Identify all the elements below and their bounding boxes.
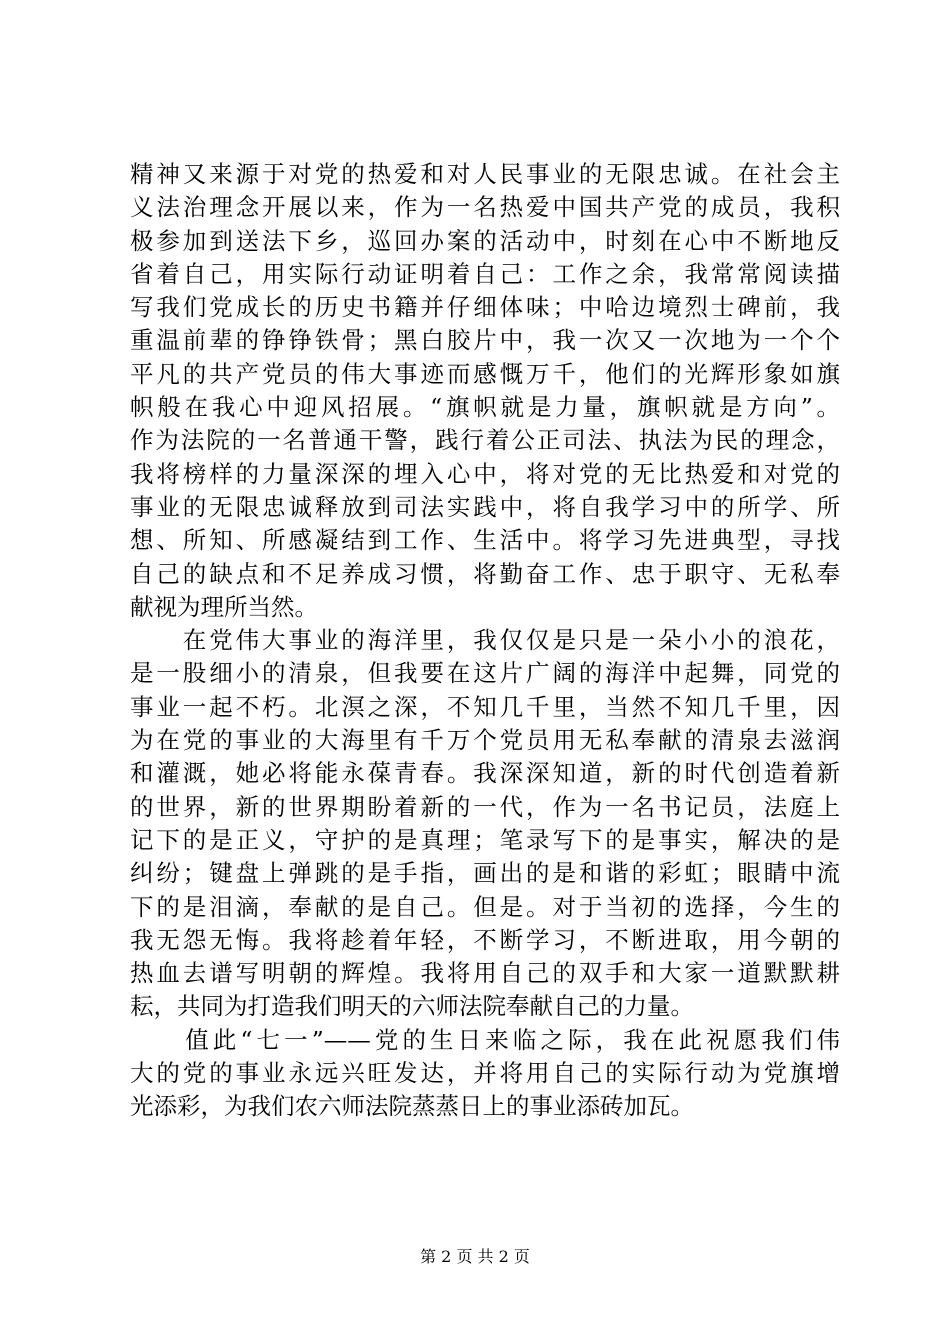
text-line: 的世界，新的世界期盼着新的一代，作为一名书记员，法庭上	[130, 792, 840, 821]
text-line: 极参加到送法下乡，巡回办案的活动中，时刻在心中不断地反	[130, 226, 840, 255]
text-line: 和灌溉，她必将能永葆青春。我深深知道，新的时代创造着新	[130, 759, 840, 788]
text-line: 精神又来源于对党的热爱和对人民事业的无限忠诚。在社会主	[130, 160, 840, 188]
text-line: 写我们党成长的历史书籍并仔细体味；中哈边境烈士碑前，我	[130, 293, 840, 322]
text-line: 平凡的共产党员的伟大事迹而感慨万千，他们的光辉形象如旗	[130, 359, 840, 388]
text-line: 事业一起不朽。北溟之深，不知几千里，当然不知几千里，因	[130, 692, 840, 721]
text-line: 记下的是正义，守护的是真理；笔录写下的是事实，解决的是	[130, 825, 840, 854]
text-line: 省着自己，用实际行动证明着自己：工作之余，我常常阅读描	[130, 259, 840, 288]
page-number-footer: 第 2 页 共 2 页	[420, 1247, 530, 1266]
text-line: 义法治理念开展以来，作为一名热爱中国共产党的成员，我积	[130, 193, 840, 222]
text-line: 作为法院的一名普通干警，践行着公正司法、执法为民的理念，	[130, 426, 840, 455]
text-line: 大的党的事业永远兴旺发达，并将用自己的实际行动为党旗增	[130, 1059, 840, 1088]
text-line: 值此“七一”——党的生日来临之际，我在此祝愿我们伟	[130, 1025, 840, 1054]
text-line: 帜般在我心中迎风招展。“旗帜就是力量，旗帜就是方向”。	[130, 393, 840, 422]
text-line: 重温前辈的铮铮铁骨；黑白胶片中，我一次又一次地为一个个	[130, 326, 840, 355]
text-line: 热血去谱写明朝的辉煌。我将用自己的双手和大家一道默默耕	[130, 959, 840, 988]
text-line: 耘，共同为打造我们明天的六师法院奉献自己的力量。	[130, 992, 694, 1021]
text-line: 下的是泪滴，奉献的是自己。但是。对于当初的选择，今生的	[130, 892, 840, 921]
text-line: 是一股细小的清泉，但我要在这片广阔的海洋中起舞，同党的	[130, 659, 840, 688]
text-line: 纠纷；键盘上弹跳的是手指，画出的是和谐的彩虹；眼睛中流	[130, 859, 840, 888]
text-line: 在党伟大事业的海洋里，我仅仅是只是一朵小小的浪花，	[130, 626, 840, 655]
text-line: 我无怨无悔。我将趁着年轻，不断学习，不断进取，用今朝的	[130, 925, 840, 954]
text-line: 想、所知、所感凝结到工作、生活中。将学习先进典型，寻找	[130, 526, 840, 555]
text-line: 我将榜样的力量深深的埋入心中，将对党的无比热爱和对党的	[130, 459, 840, 488]
text-line: 光添彩，为我们农六师法院蒸蒸日上的事业添砖加瓦。	[130, 1092, 694, 1121]
text-line: 为在党的事业的大海里有千万个党员用无私奉献的清泉去滋润	[130, 726, 840, 755]
document-body	[130, 158, 840, 1124]
text-line: 自己的缺点和不足养成习惯，将勤奋工作、忠于职守、无私奉	[130, 559, 840, 588]
text-line: 事业的无限忠诚释放到司法实践中，将自我学习中的所学、所	[130, 492, 840, 521]
text-line: 献视为理所当然。	[130, 592, 318, 621]
